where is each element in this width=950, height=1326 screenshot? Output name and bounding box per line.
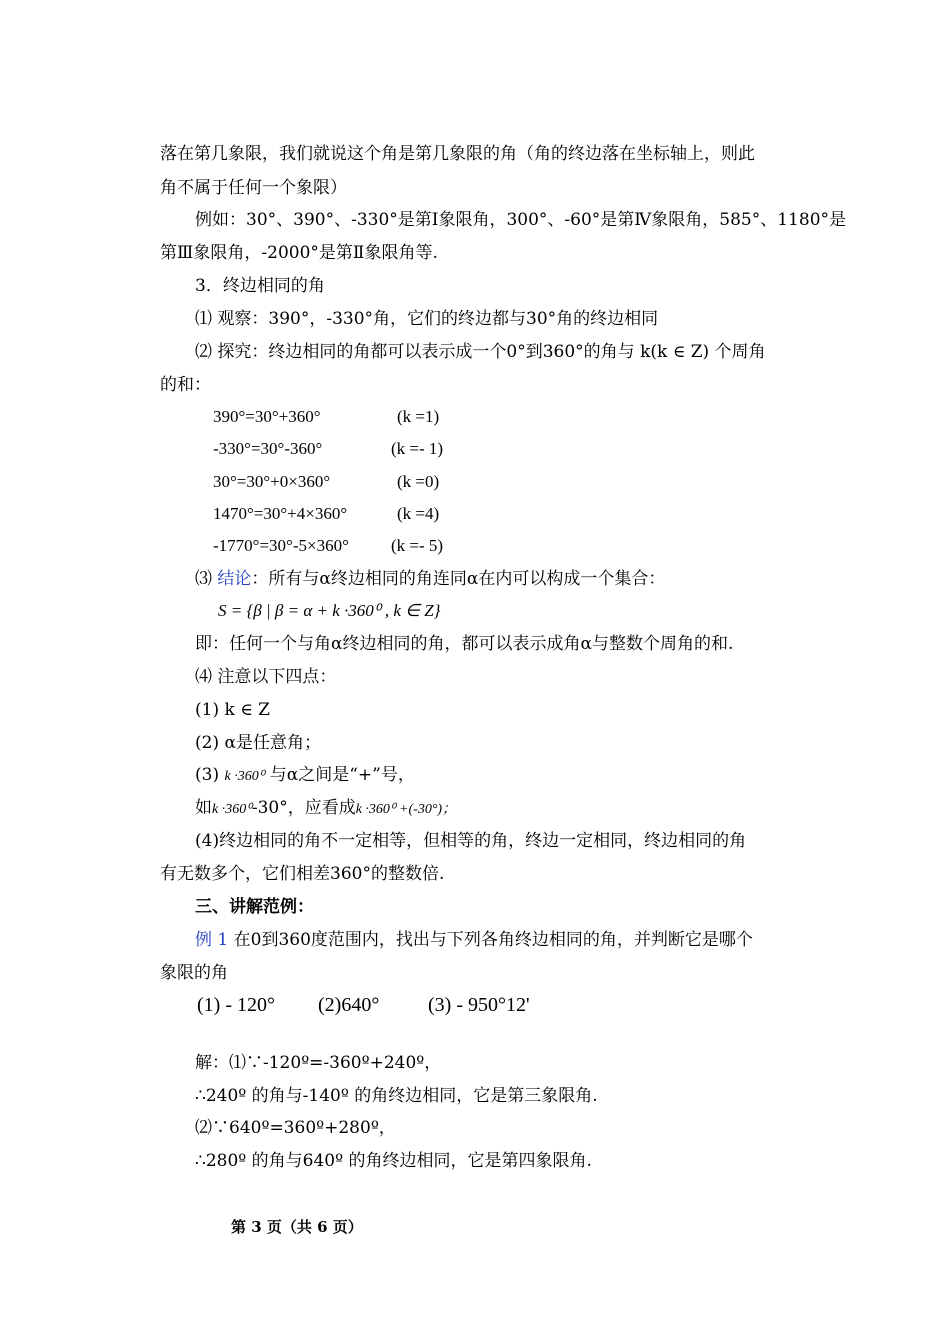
example-k: (k =1) [397,407,440,426]
example-k: (k =0) [397,472,440,491]
example-k: (k =4) [397,504,440,523]
solution-line: ∴280º 的角与640º 的角终边相同，它是第四象限角. [195,1151,592,1171]
example-equation: 1470°=30°+4×360° [213,504,348,523]
text-line: (2) α是任意角； [195,733,321,753]
text-line: 例如：30°、390°、-330°是第Ⅰ象限角，300°、-60°是第Ⅳ象限角，585°、1180°是 [195,210,847,230]
text-line: 第Ⅲ象限角，-2000°是第Ⅱ象限角等. [160,243,438,263]
text-line: 落在第几象限，我们就说这个角是第几象限的角（角的终边落在坐标轴上，则此 [160,144,755,164]
formula-k360: k ·360⁰ [212,802,252,817]
conclusion-label: 结论 [217,569,252,589]
note-text: 如 [195,798,212,818]
text-line: (4)终边相同的角不一定相等，但相等的角，终边一定相同，终边相同的角 [195,831,747,851]
example-equation: -1770°=30°-5×360° [213,536,349,555]
example-equation: -330°=30°-360° [213,439,323,458]
text-line: ⑴ 观察：390°，-330°角，它们的终边都与30°角的终边相同 [195,309,659,329]
note-text: 与α之间是“+”号， [269,765,415,785]
text-line: 象限的角 [160,963,228,983]
example-label: 例 1 [195,930,229,950]
conclusion-line [195,568,665,590]
example-item: (1) - 120° [197,994,275,1016]
example-text: 在0到360度范围内，找出与下列各角终边相同的角，并判断它是哪个 [233,930,753,950]
note-num: (3) [195,765,220,785]
note-text: -30°，应看成 [251,798,356,818]
text-line: ⑷ 注意以下四点： [195,667,337,687]
conclusion-text: ：所有与α终边相同的角连同α在内可以构成一个集合： [251,569,666,589]
conclusion-prefix: ⑶ [195,569,218,589]
example-equation: 30°=30°+0×360° [213,472,331,491]
example-intro [195,929,753,951]
text-line: 的和： [160,375,211,395]
solution-line: ⑵∵640º=360º+280º， [195,1118,396,1138]
text-line [195,764,415,788]
text-line: (1) k ∈ Z [195,700,270,720]
formula-k360: k ·360⁰ [224,769,265,784]
section-heading: 3．终边相同的角 [195,276,325,296]
page-footer: 第 3 页（共 6 页） [231,1218,363,1236]
solution-line: ∴240º 的角与-140º 的角终边相同，它是第三象限角. [195,1086,598,1106]
text-line: 角不属于任何一个象限） [160,178,347,198]
text-line: 即：任何一个与角α终边相同的角，都可以表示成角α与整数个周角的和. [195,634,734,654]
example-item: (3) - 950°12' [428,994,530,1016]
text-line: ⑵ 探究：终边相同的角都可以表示成一个0°到360°的角与 k(k ∈ Z) 个周角 [195,342,766,362]
formula-k360: k ·360⁰ +(-30°)； [355,802,457,817]
example-equation: 390°=30°+360° [213,407,321,426]
example-k: (k =- 5) [391,536,444,555]
text-line: 有无数多个，它们相差360°的整数倍. [160,864,445,884]
example-k: (k =- 1) [391,439,444,458]
solution-line: 解：⑴∵-120º=-360º+240º， [195,1053,442,1073]
example-item: (2)640° [318,994,380,1016]
section-heading: 三、讲解范例： [195,897,314,917]
set-formula: S = {β | β = α + k ·360⁰ , k ∈ Z} [218,601,441,620]
text-line [195,797,456,821]
